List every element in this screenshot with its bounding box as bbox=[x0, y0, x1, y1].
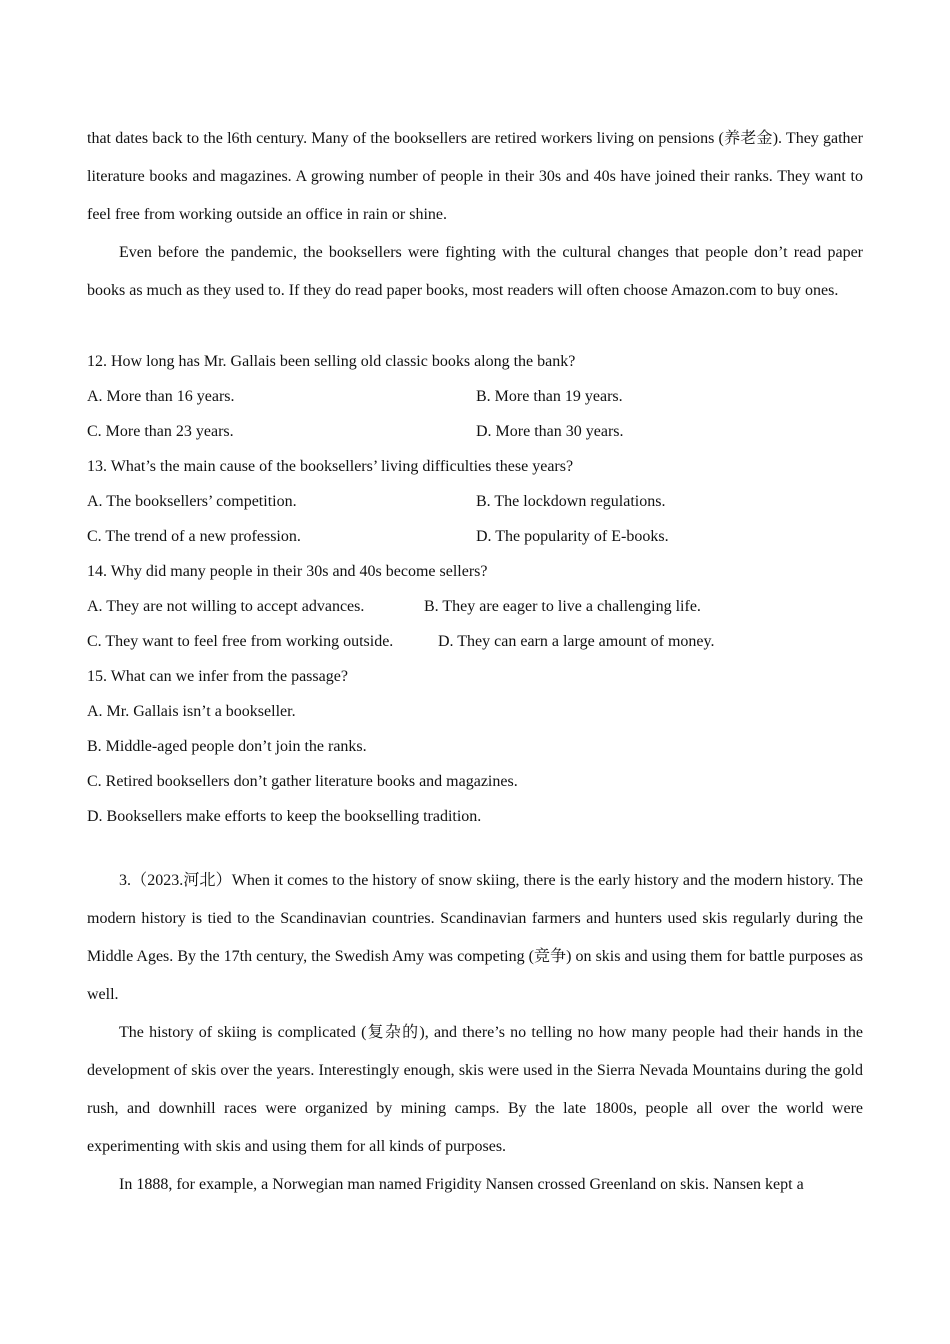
option-14c: C. They want to feel free from working outside. bbox=[87, 633, 394, 650]
question-14-stem: 14. Why did many people in their 30s and 40s become sellers? bbox=[87, 563, 488, 580]
passage-two-continued bbox=[87, 120, 863, 310]
question-12-options-row-1 bbox=[87, 379, 863, 414]
paragraph-pandemic: Even before the pandemic, the booksellers were fighting with the cultural changes that people don’t read paper books as much as they used to. If they do read paper books, most readers will often choose Amazon.com to buy ones. bbox=[87, 244, 863, 299]
question-12-stem: 12. How long has Mr. Gallais been selling old classic books along the bank? bbox=[87, 353, 576, 370]
option-12c: C. More than 23 years. bbox=[87, 423, 234, 440]
question-14-options-row-1 bbox=[87, 589, 863, 624]
question-13-stem: 13. What’s the main cause of the booksellers’ living difficulties these years? bbox=[87, 458, 574, 475]
option-12d: D. More than 30 years. bbox=[476, 423, 624, 440]
option-13b: B. The lockdown regulations. bbox=[476, 493, 666, 510]
option-15c: C. Retired booksellers don’t gather literature books and magazines. bbox=[87, 773, 518, 790]
option-14b: B. They are eager to live a challenging life. bbox=[424, 598, 701, 615]
question-12-options-row-2 bbox=[87, 414, 863, 449]
option-14a: A. They are not willing to accept advances. bbox=[87, 598, 365, 615]
question-13-options-row-1 bbox=[87, 484, 863, 519]
paragraph-nansen: In 1888, for example, a Norwegian man named Frigidity Nansen crossed Greenland on skis. Nansen kept a bbox=[119, 1176, 804, 1193]
question-13-options-row-2 bbox=[87, 519, 863, 554]
option-13c: C. The trend of a new profession. bbox=[87, 528, 301, 545]
option-15a: A. Mr. Gallais isn’t a bookseller. bbox=[87, 703, 296, 720]
option-12b: B. More than 19 years. bbox=[476, 388, 623, 405]
passage-three bbox=[87, 862, 863, 1204]
question-block bbox=[87, 344, 863, 834]
paragraph-skiing-complicated: The history of skiing is complicated (复杂的), and there’s no telling no how many people had their hands in the development of skis over the years. Interestingly enough, skis were used in the Sierra Nevada Mountains during the gold rush, and downhill races were organized by mining camps. By the late 1800s, people all over the world were experimenting with skis and using them for all kinds of purposes. bbox=[87, 1024, 863, 1155]
question-15-stem: 15. What can we infer from the passage? bbox=[87, 668, 348, 685]
option-15b: B. Middle-aged people don’t join the ranks. bbox=[87, 738, 367, 755]
paragraph-skiing-history: 3.（2023.河北）When it comes to the history of snow skiing, there is the early history and the modern history. The modern history is tied to the Scandinavian countries. Scandinavian farmers and hunters used skis regularly during the Middle Ages. By the 17th century, the Swedish Amy was competing (竞争) on skis and using them for battle purposes as well. bbox=[87, 872, 863, 1003]
paragraph-pensions: that dates back to the l6th century. Many of the booksellers are retired workers living on pensions (养老金). They gather literature books and magazines. A growing number of people in their 30s and 40s have joined their ranks. They want to feel free from working outside an office in rain or shine. bbox=[87, 130, 863, 223]
option-14d: D. They can earn a large amount of money. bbox=[438, 633, 715, 650]
option-12a: A. More than 16 years. bbox=[87, 388, 235, 405]
option-15d: D. Booksellers make efforts to keep the bookselling tradition. bbox=[87, 808, 482, 825]
option-13d: D. The popularity of E-books. bbox=[476, 528, 669, 545]
question-14-options-row-2 bbox=[87, 624, 863, 659]
option-13a: A. The booksellers’ competition. bbox=[87, 493, 297, 510]
